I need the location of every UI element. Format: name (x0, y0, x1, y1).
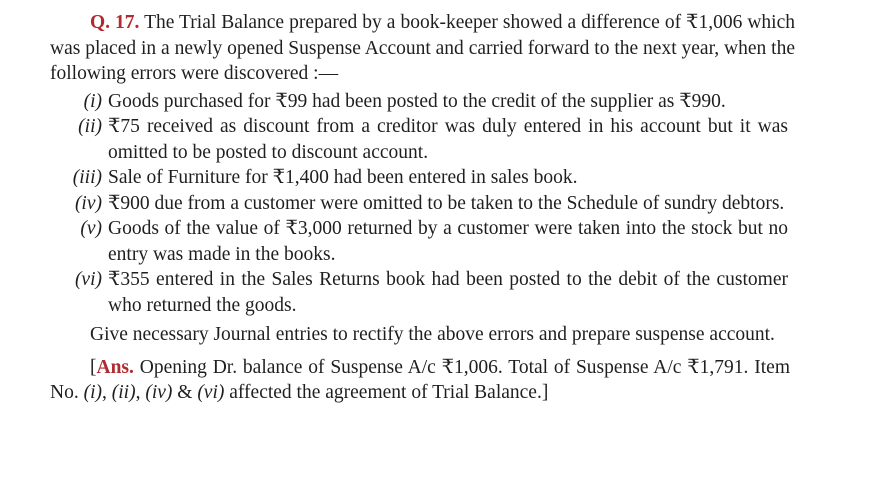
list-item (0, 267, 872, 318)
answer-sep-3: & (172, 382, 198, 403)
list-item (0, 114, 872, 165)
item-text: Goods purchased for ₹99 had been posted to the credit of the supplier as ₹990. (108, 90, 726, 112)
answer-ref-vi: (vi) (197, 382, 225, 403)
list-item (0, 89, 872, 115)
item-text: Sale of Furniture for ₹1,400 had been entered in sales book. (108, 167, 578, 188)
question-intro: The Trial Balance prepared by a book-keeper showed a difference of ₹1,006 which was placed in a newly opened Suspense Account and carried forward to the next year, when the following errors were discovered :— (50, 12, 796, 84)
answer-paragraph (50, 355, 790, 406)
answer-ref-ii: (ii) (111, 382, 136, 403)
item-text: ₹75 received as discount from a creditor was duly entered in his account but it was omitted to be posted to discount account. (108, 116, 788, 163)
item-numeral: (i) (83, 90, 102, 112)
instruction-paragraph: Give necessary Journal entries to rectify the above errors and prepare suspense account. (90, 324, 775, 345)
answer-ref-iv: (iv) (145, 382, 173, 403)
list-item (0, 191, 872, 217)
item-text: ₹355 entered in the Sales Returns book had been posted to the debit of the customer who returned the goods. (108, 269, 788, 316)
item-text: ₹900 due from a customer were omitted to be taken to the Schedule of sundry debtors. (108, 192, 785, 214)
list-item (0, 216, 872, 267)
item-text: Goods of the value of ₹3,000 returned by a customer were taken into the stock but no entry was made in the books. (108, 218, 788, 265)
list-item (0, 165, 872, 191)
answer-text-2: affected the agreement of Trial Balance.] (224, 382, 549, 403)
question-paragraph (50, 10, 795, 87)
item-numeral: (iii) (72, 167, 102, 188)
error-list (0, 89, 872, 319)
answer-open-bracket: [ (90, 356, 97, 378)
question-number: Q. 17. (90, 12, 140, 33)
item-numeral: (vi) (74, 269, 102, 290)
answer-sep-1: , (102, 382, 112, 403)
answer-sep-2: , (135, 382, 146, 403)
item-numeral: (v) (80, 218, 102, 239)
answer-ref-i: (i) (83, 382, 102, 403)
answer-text-1: Opening Dr. balance of Suspense A/c ₹1,006. Total of Suspense A/c ₹1,791. Item No. (50, 356, 790, 403)
item-numeral: (iv) (74, 192, 102, 214)
item-numeral: (ii) (78, 116, 102, 137)
answer-label: Ans. (96, 356, 134, 378)
